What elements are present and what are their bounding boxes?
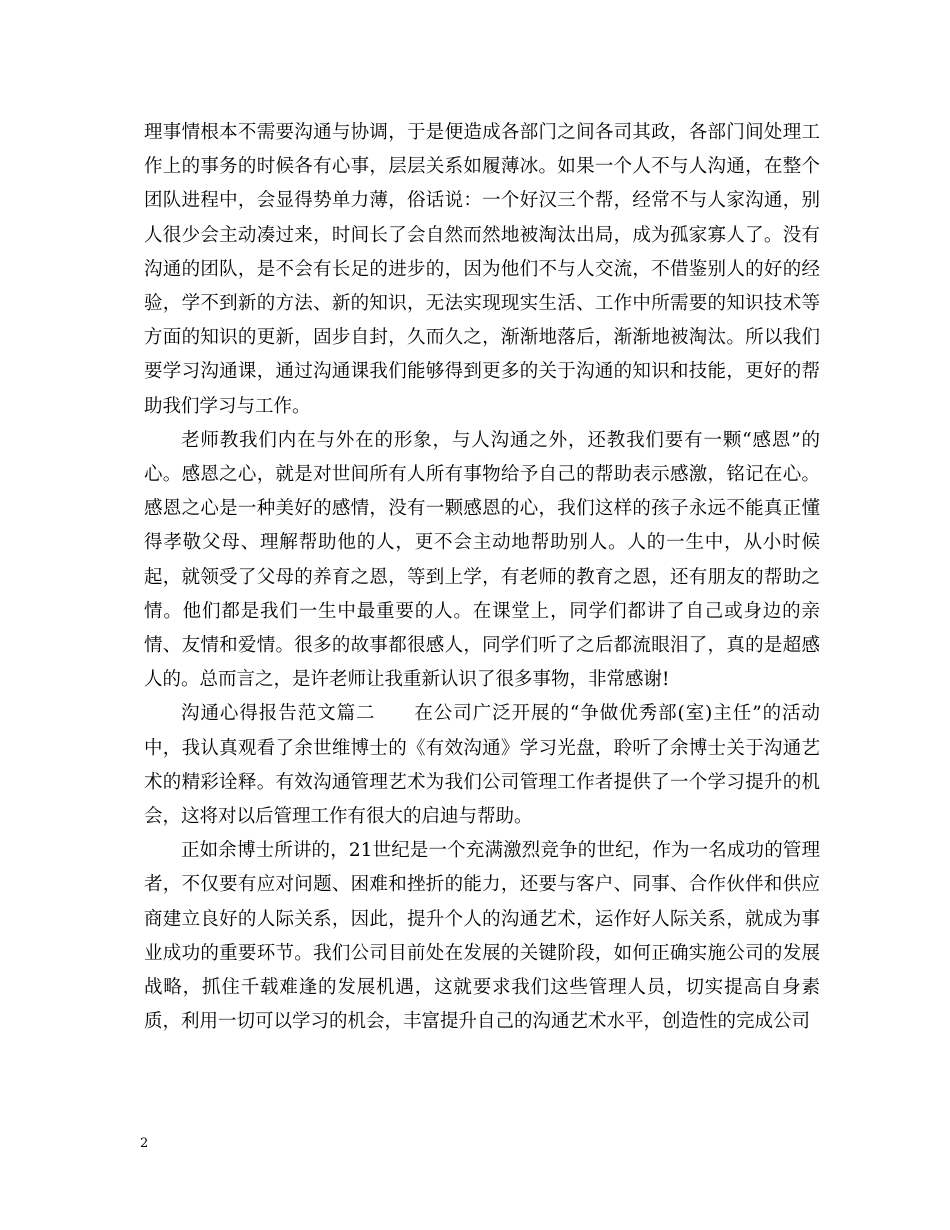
body-text [144,116,820,1039]
paragraph-2: 老师教我们内在与外在的形象，与人沟通之外，还教我们要有一颗“感恩”的心。感恩之心，就是对世间所有人所有事物给予自己的帮助表示感激，铭记在心。感恩之心是一种美好的感情，没有一颗感恩的心，我们这样的孩子永远不能真正懂得孝敬父母、理解帮助他的人，更不会主动地帮助别人。人的一生中，从小时候起，就领受了父母的养育之恩，等到上学，有老师的教育之恩，还有朋友的帮助之情。他们都是我们一生中最重要的人。在课堂上，同学们都讲了自己或身边的亲情、友情和爱情。很多的故事都很感人，同学们听了之后都流眼泪了，真的是超感人的。总而言之，是许老师让我重新认识了很多事物，非常感谢! [144,429,820,691]
paragraph-3: 沟通心得报告范文篇二 在公司广泛开展的“争做优秀部(室)主任”的活动中，我认真观看了余世维博士的《有效沟通》学习光盘，聆听了余博士关于沟通艺术的精彩诠释。有效沟通管理艺术为我们公司管理工作者提供了一个学习提升的机会，这将对以后管理工作有很大的启迪与帮助。 [144,703,820,828]
paragraph-4: 正如余博士所讲的，21世纪是一个充满激烈竞争的世纪，作为一名成功的管理者，不仅要有应对问题、困难和挫折的能力，还要与客户、同事、合作伙伴和供应商建立良好的人际关系，因此，提升个人的沟通艺术，运作好人际关系，就成为事业成功的重要环节。我们公司目前处在发展的关键阶段，如何正确实施公司的发展战略，抓住千载难逢的发展机遇，这就要求我们这些管理人员，切实提高自身素质，利用一切可以学习的机会，丰富提升自己的沟通艺术水平，创造性的完成公司 [144,840,820,1033]
page-number: 2 [140,1136,149,1151]
paragraph-1: 理事情根本不需要沟通与协调，于是便造成各部门之间各司其政，各部门间处理工作上的事务的时候各有心事，层层关系如履薄冰。如果一个人不与人沟通，在整个团队进程中，会显得势单力薄，俗话说：一个好汉三个帮，经常不与人家沟通，别人很少会主动凑过来，时间长了会自然而然地被淘汰出局，成为孤家寡人了。没有沟通的团队，是不会有长足的进步的，因为他们不与人交流，不借鉴别人的好的经验，学不到新的方法、新的知识，无法实现现实生活、工作中所需要的知识技术等方面的知识的更新，固步自封，久而久之，渐渐地落后，渐渐地被淘汰。所以我们要学习沟通课，通过沟通课我们能够得到更多的关于沟通的知识和技能，更好的帮助我们学习与工作。 [144,122,820,417]
